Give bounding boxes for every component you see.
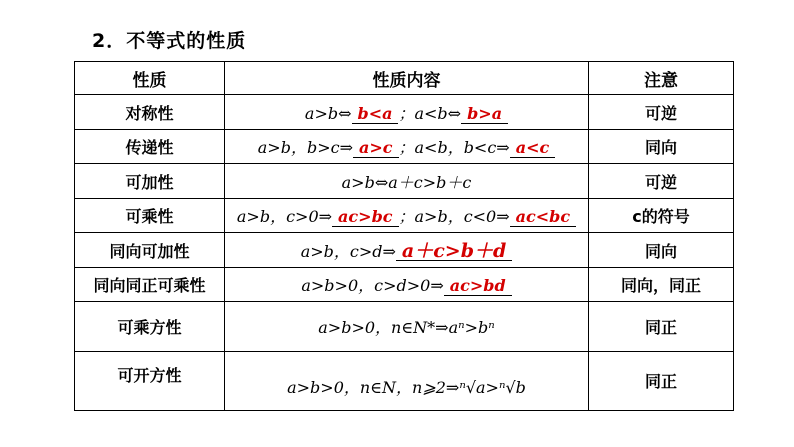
content-text: a>b⇔ xyxy=(304,103,352,123)
property-note: 同正 xyxy=(589,301,734,351)
table-row xyxy=(75,164,734,199)
content-text: ；a<b⇔ xyxy=(398,103,462,123)
property-content xyxy=(225,351,589,410)
property-content xyxy=(225,267,589,301)
content-text: ；a<b，b<c⇒ xyxy=(398,138,510,158)
property-content xyxy=(225,164,589,199)
table-row xyxy=(75,130,734,164)
content-text: a>b>0，n∈N，n⩾2⇒ⁿ√a>ⁿ√b xyxy=(287,378,526,398)
table-row xyxy=(75,267,734,301)
content-text: ；a>b，c<0⇒ xyxy=(398,207,510,227)
property-name: 可乘性 xyxy=(75,199,225,233)
answer-blank: ac>bc xyxy=(332,208,398,227)
property-name: 同向可加性 xyxy=(75,233,225,267)
answer-blank: b<a xyxy=(352,105,399,124)
content-text: a>b⇔a＋c>b＋c xyxy=(341,172,472,192)
header-property: 性质 xyxy=(75,62,225,95)
answer-blank: a＋c>b＋d xyxy=(396,242,512,261)
property-content xyxy=(225,199,589,233)
content-text: a>b>0，n∈N*⇒aⁿ>bⁿ xyxy=(318,317,495,337)
property-note: 可逆 xyxy=(589,164,734,199)
header-note: 注意 xyxy=(589,62,734,95)
property-note: 可逆 xyxy=(589,95,734,130)
content-text: a>b>0，c>d>0⇒ xyxy=(301,275,444,295)
section-heading: 2．不等式的性质 xyxy=(92,30,247,52)
answer-blank: b>a xyxy=(461,105,508,124)
property-note: 同向，同正 xyxy=(589,267,734,301)
answer-blank: ac>bd xyxy=(444,277,512,296)
property-name: 同向同正可乘性 xyxy=(75,267,225,301)
content-text: a>b，c>0⇒ xyxy=(236,207,333,227)
table-row xyxy=(75,351,734,410)
property-note: c的符号 xyxy=(589,199,734,233)
header-row xyxy=(75,62,734,95)
property-note: 同向 xyxy=(589,130,734,164)
property-note: 同向 xyxy=(589,233,734,267)
property-content xyxy=(225,301,589,351)
property-name: 对称性 xyxy=(75,95,225,130)
property-name: 可开方性 xyxy=(75,351,225,410)
property-content xyxy=(225,130,589,164)
property-name: 可加性 xyxy=(75,164,225,199)
property-content xyxy=(225,233,589,267)
table-row xyxy=(75,95,734,130)
inequality-properties-table xyxy=(74,61,734,411)
property-name: 可乘方性 xyxy=(75,301,225,351)
table-row xyxy=(75,199,734,233)
property-content xyxy=(225,95,589,130)
content-text: a>b，c>d⇒ xyxy=(300,241,396,261)
property-note: 同正 xyxy=(589,351,734,410)
answer-blank: a<c xyxy=(510,139,556,158)
table-row xyxy=(75,301,734,351)
table-row xyxy=(75,233,734,267)
answer-blank: ac<bc xyxy=(510,208,576,227)
content-text: a>b，b>c⇒ xyxy=(257,138,353,158)
header-content: 性质内容 xyxy=(225,62,589,95)
property-name: 传递性 xyxy=(75,130,225,164)
answer-blank: a>c xyxy=(353,139,399,158)
